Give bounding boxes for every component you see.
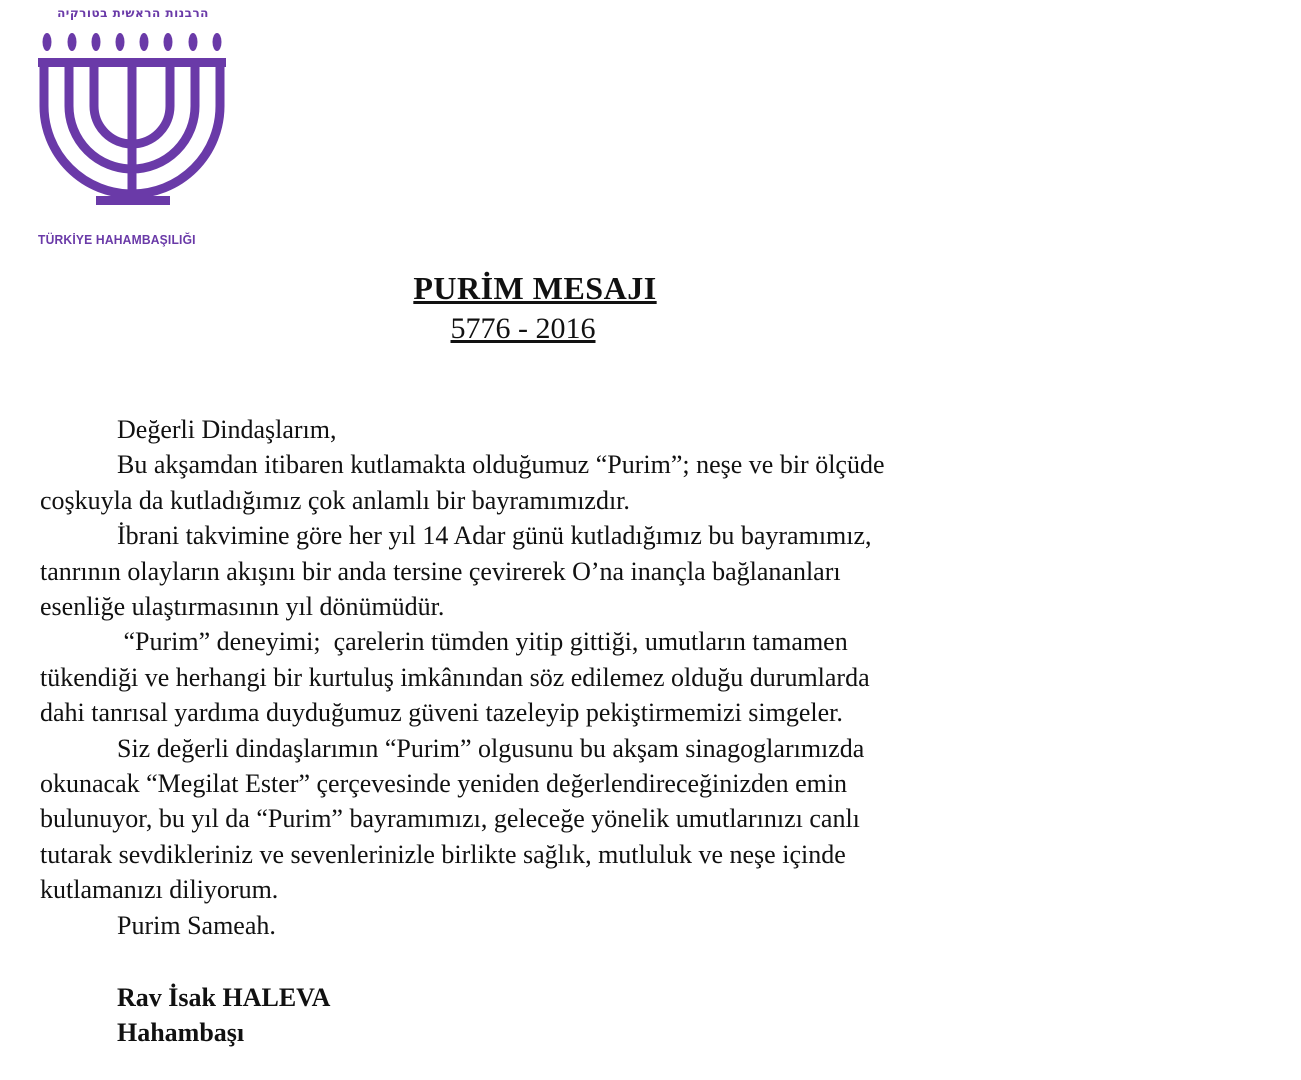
signature-role: Hahambaşı [117, 1018, 245, 1047]
greeting-line: Değerli Dindaşlarım, [117, 415, 337, 444]
signature-block [117, 980, 330, 1050]
paragraph-line: dahi tanrısal yardıma duyduğumuz güveni tazeleyip pekiştirmemizi simgeler. [40, 698, 843, 728]
paragraph-line: esenliğe ulaştırmasının yıl dönümüdür. [40, 592, 445, 622]
paragraph-line: coşkuyla da kutladığımız çok anlamlı bir bayramımızdır. [40, 485, 630, 515]
message-body [40, 412, 1050, 943]
paragraph-line: bulunuyor, bu yıl da “Purim” bayramımızı, geleceğe yönelik umutlarınızı canlı [40, 804, 860, 834]
paragraph-line: Siz değerli dindaşlarımın “Purim” olgusunu bu akşam sinagoglarımızda [117, 733, 865, 763]
paragraph-line: tanrının olayların akışını bir anda tersine çevirerek O’na inançla bağlananları [40, 556, 841, 586]
document-title: PURİM MESAJI [413, 270, 657, 306]
paragraph-line: okunacak “Megilat Ester” çerçevesinde yeniden değerlendireceğinizden emin [40, 769, 848, 799]
document-year: 5776 - 2016 [450, 312, 596, 345]
closing-line: Purim Sameah. [117, 910, 276, 940]
paragraph-line: tükendiği ve herhangi bir kurtuluş imkânından söz edilemez olduğu durumlarda [40, 662, 870, 692]
logo-caption: TÜRKİYE HAHAMBAŞILIĞI [38, 232, 196, 247]
paragraph-line: Bu akşamdan itibaren kutlamakta olduğumuz “Purim”; neşe ve bir ölçüde [117, 450, 885, 480]
paragraph-line: kutlamanızı diliyorum. [40, 875, 279, 905]
logo-hebrew-text: הרבנות הראשית בטורקיה [57, 6, 209, 20]
signature-name: Rav İsak HALEVA [117, 983, 331, 1012]
logo [36, 6, 230, 252]
menorah-icon [36, 28, 230, 228]
paragraph-line: tutarak sevdikleriniz ve sevenlerinizle birlikte sağlık, mutluluk ve neşe içinde [40, 839, 846, 869]
menorah-flames [43, 33, 222, 51]
paragraph-line: “Purim” deneyimi; çarelerin tümden yitip gittiği, umutların tamamen [117, 627, 848, 657]
paragraph-line: İbrani takvimine göre her yıl 14 Adar günü kutladığımız bu bayramımız, [117, 521, 872, 551]
